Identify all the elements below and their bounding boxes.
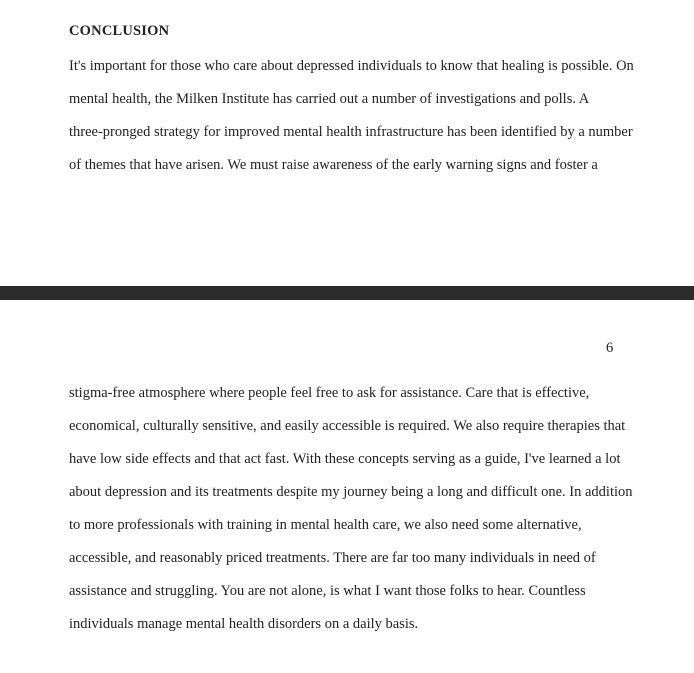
paragraph-line: of themes that have arisen. We must raise awareness of the early warning signs and foster a [69,157,598,173]
paragraph-line: assistance and struggling. You are not alone, is what I want those folks to hear. Countless [69,583,586,599]
paragraph-line: have low side effects and that act fast. With these concepts serving as a guide, I've learned a lot [69,451,621,467]
document-page-bottom [0,300,694,673]
paragraph-line: three-pronged strategy for improved mental health infrastructure has been identified by a number [69,124,633,140]
section-heading: CONCLUSION [69,23,170,39]
paragraph-line: mental health, the Milken Institute has carried out a number of investigations and polls. A [69,91,590,107]
paragraph-line: stigma-free atmosphere where people feel free to ask for assistance. Care that is effective, [69,385,590,401]
page-number: 6 [606,340,614,356]
paragraph-line: to more professionals with training in mental health care, we also need some alternative, [69,517,582,533]
paragraph-line: economical, culturally sensitive, and easily accessible is required. We also require therapies that [69,418,626,434]
paragraph-line: about depression and its treatments despite my journey being a long and difficult one. In addition [69,484,633,500]
paragraph-line: accessible, and reasonably priced treatments. There are far too many individuals in need of [69,550,596,566]
document-page-top [0,0,694,286]
paragraph-line: individuals manage mental health disorders on a daily basis. [69,616,419,632]
page-break-divider [0,286,694,300]
paragraph-line: It's important for those who care about depressed individuals to know that healing is possible. On [69,58,634,74]
